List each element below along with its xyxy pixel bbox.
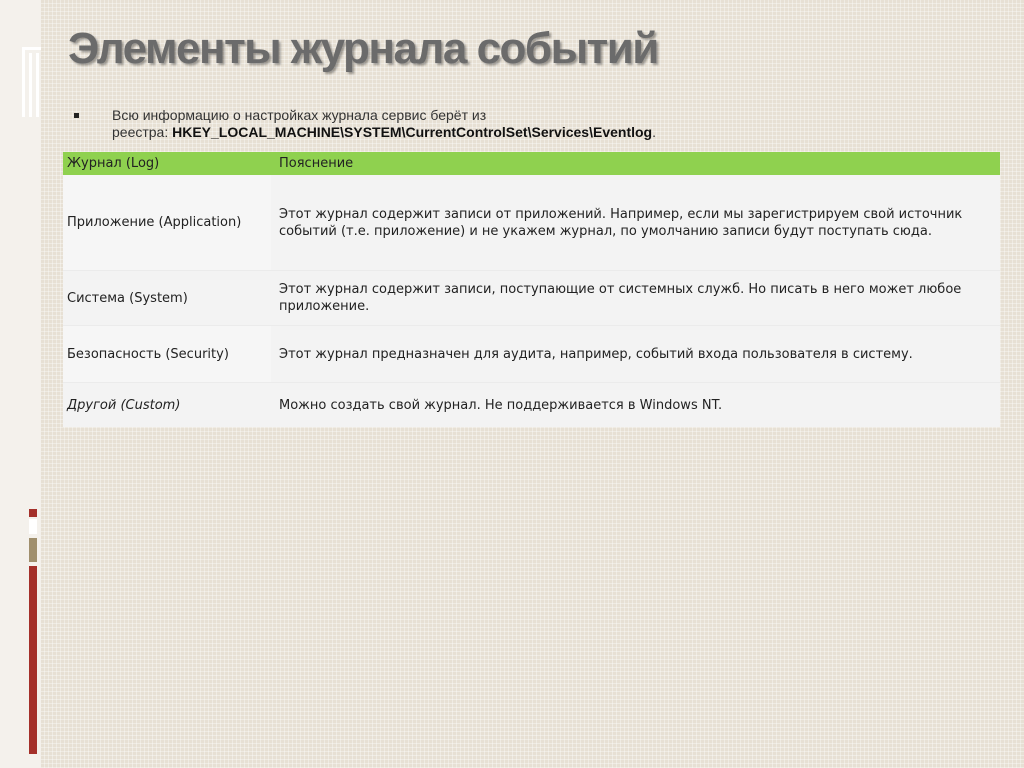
slide-title: Элементы журнала событий [68, 24, 658, 73]
log-name: Приложение (Application) [63, 175, 271, 271]
table-row [63, 383, 1000, 428]
table-row [63, 175, 1000, 271]
decorative-white-square [29, 519, 37, 534]
log-description: Этот журнал содержит записи от приложений. Например, если мы зарегистрируем свой источник событий (т.е. приложение) и не укажем журнал, по умолчанию записи будут поступать сюда. [271, 175, 1000, 271]
header-description: Пояснение [271, 152, 1000, 175]
table-row [63, 326, 1000, 383]
log-name: Система (System) [63, 271, 271, 326]
bullet-line-2-prefix: реестра: [112, 124, 173, 140]
decorative-red-bar [29, 566, 37, 754]
log-description: Этот журнал содержит записи, поступающие от системных служб. Но писать в него может любое приложение. [271, 271, 1000, 326]
bullet-line-2-suffix: . [652, 124, 656, 140]
decorative-tan-block [29, 538, 37, 562]
log-name: Безопасность (Security) [63, 326, 271, 383]
bullet-marker [74, 113, 79, 118]
header-log: Журнал (Log) [63, 152, 271, 175]
decorative-bracket-top [20, 47, 41, 117]
registry-path: HKEY_LOCAL_MACHINE\SYSTEM\CurrentControlSet\Services\Eventlog [172, 124, 653, 140]
log-name: Другой (Custom) [63, 383, 271, 428]
log-description: Можно создать свой журнал. Не поддерживается в Windows NT. [271, 383, 1000, 428]
event-log-table [63, 152, 1000, 427]
bullet-text [112, 107, 656, 141]
bullet-line-1: Всю информацию о настройках журнала сервис берёт из [112, 107, 487, 123]
table-row [63, 271, 1000, 326]
log-description: Этот журнал предназначен для аудита, например, событий входа пользователя в систему. [271, 326, 1000, 383]
table-header-row [63, 152, 1000, 175]
decorative-red-square [29, 509, 37, 517]
